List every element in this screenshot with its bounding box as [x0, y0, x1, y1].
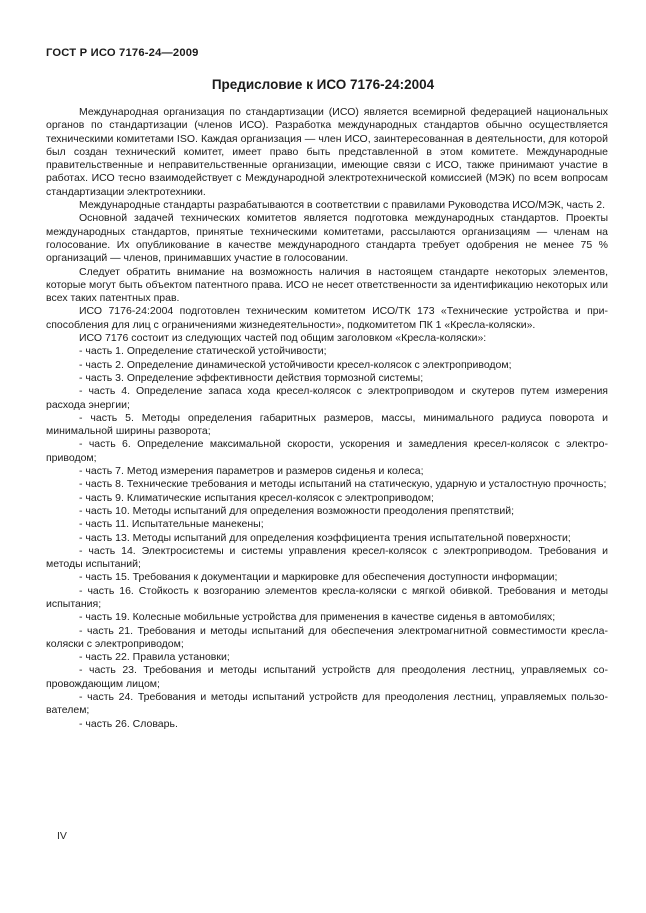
- foreword-paragraph: Международная организация по стандартизации (ИСО) является всемирной федерацией национальных органов по стандартизации (членов ИСО). Разработка международных стандартов обычно осуществляется техническими комитетами ISO. Каждая организация — член ИСО, заинтересованная в деятельности, для которой был создан технический комитет, имеет право быть представленной в этом комитете. Международные правительственные и неправительственные организации, имеющие связи с ИСО, также принимают участие в работах. ИСО тесно взаимодействует с Международной электротехнической комиссией (МЭК) по всем вопросам стандартизации электротехники.: [46, 106, 608, 198]
- parts-list-item: - часть 19. Колесные мобильные устройства для применения в качестве сиденья в автомобилях;: [79, 611, 556, 624]
- page-title: Предисловие к ИСО 7176-24:2004: [211, 77, 435, 92]
- parts-list-item: - часть 6. Определение максимальной скорости, ускорения и замедления кресел-колясок с электроприводом;: [46, 438, 608, 464]
- parts-list-item: - часть 11. Испытательные манекены;: [79, 518, 264, 531]
- parts-list-item: - часть 21. Требования и методы испытаний для обеспечения электромагнитной совместимости кресла-коляски с электроприводом;: [46, 624, 608, 650]
- parts-list-item: - часть 2. Определение динамической устойчивости кресел-колясок с электроприводом;: [79, 358, 512, 371]
- parts-list-item: - часть 26. Словарь.: [79, 717, 178, 730]
- foreword-paragraph: ИСО 7176 состоит из следующих частей под общим заголовком «Кресла-коляски»:: [79, 332, 487, 345]
- parts-list-item: - часть 24. Требования и методы испытаний устройств для преодоления лестниц, управляемых пользователем;: [46, 691, 608, 717]
- parts-list-item: - часть 8. Технические требования и методы испытаний на статическую, ударную и усталостную прочность;: [79, 478, 607, 491]
- document-designation: ГОСТ Р ИСО 7176-24—2009: [46, 47, 199, 59]
- foreword-paragraph: Следует обратить внимание на возможность наличия в настоящем стандарте некоторых элементов, которые могут быть объектом патентного права. ИСО не несет ответственности за идентификацию некоторых или всех таких патентных прав.: [46, 265, 608, 305]
- parts-list-item: - часть 22. Правила установки;: [79, 651, 230, 664]
- foreword-paragraph: Основной задачей технических комитетов является подготовка международных стандартов. Проекты международных стандартов, принятые техническими комитетами, рассылаются организациям — членам на голосование. Их опубликование в качестве международного стандарта требует одобрения не менее 75 % организаций — членов, принимавших участие в голосовании.: [46, 212, 608, 265]
- parts-list-item: - часть 3. Определение эффективности действия тормозной системы;: [79, 371, 424, 384]
- foreword-paragraph: Международные стандарты разрабатываются в соответствии с правилами Руководства ИСО/МЭК, часть 2.: [79, 199, 606, 212]
- parts-list-item: - часть 14. Электросистемы и системы управления кресел-колясок с электроприводом. Требования и методы испытаний;: [46, 544, 608, 571]
- foreword-body: [46, 106, 608, 731]
- foreword-paragraph: ИСО 7176-24:2004 подготовлен техническим комитетом ИСО/ТК 173 «Технические устройства и приспособления для лиц с ограничениями жизнедеятельности», подкомитетом ПК 1 «Кресла-коляски».: [46, 305, 608, 331]
- parts-list-item: - часть 23. Требования и методы испытаний устройств для преодоления лестниц, управляемых сопровождающим лицом;: [46, 664, 608, 690]
- page-number: IV: [57, 830, 67, 842]
- parts-list-item: - часть 15. Требования к документации и маркировке для обеспечения доступности информации;: [79, 571, 558, 584]
- parts-list-item: - часть 1. Определение статической устойчивости;: [79, 345, 327, 358]
- parts-list-item: - часть 16. Стойкость к возгоранию элементов кресла-коляски с мягкой обивкой. Требования и методы испытания;: [46, 584, 608, 610]
- parts-list-item: - часть 7. Метод измерения параметров и размеров сиденья и колеса;: [79, 465, 424, 478]
- parts-list-item: - часть 9. Климатические испытания кресел-колясок с электроприводом;: [79, 491, 434, 504]
- parts-list-item: - часть 5. Методы определения габаритных размеров, массы, минимального радиуса поворота и минимальной ширины разворота;: [46, 411, 608, 438]
- parts-list-item: - часть 4. Определение запаса хода кресел-колясок с электроприводом и скутеров путем измерения расхода энергии;: [46, 385, 608, 411]
- parts-list-item: - часть 10. Методы испытаний для определения возможности преодоления препятствий;: [79, 504, 515, 517]
- parts-list-item: - часть 13. Методы испытаний для определения коэффициента трения испытательной поверхности;: [79, 531, 571, 544]
